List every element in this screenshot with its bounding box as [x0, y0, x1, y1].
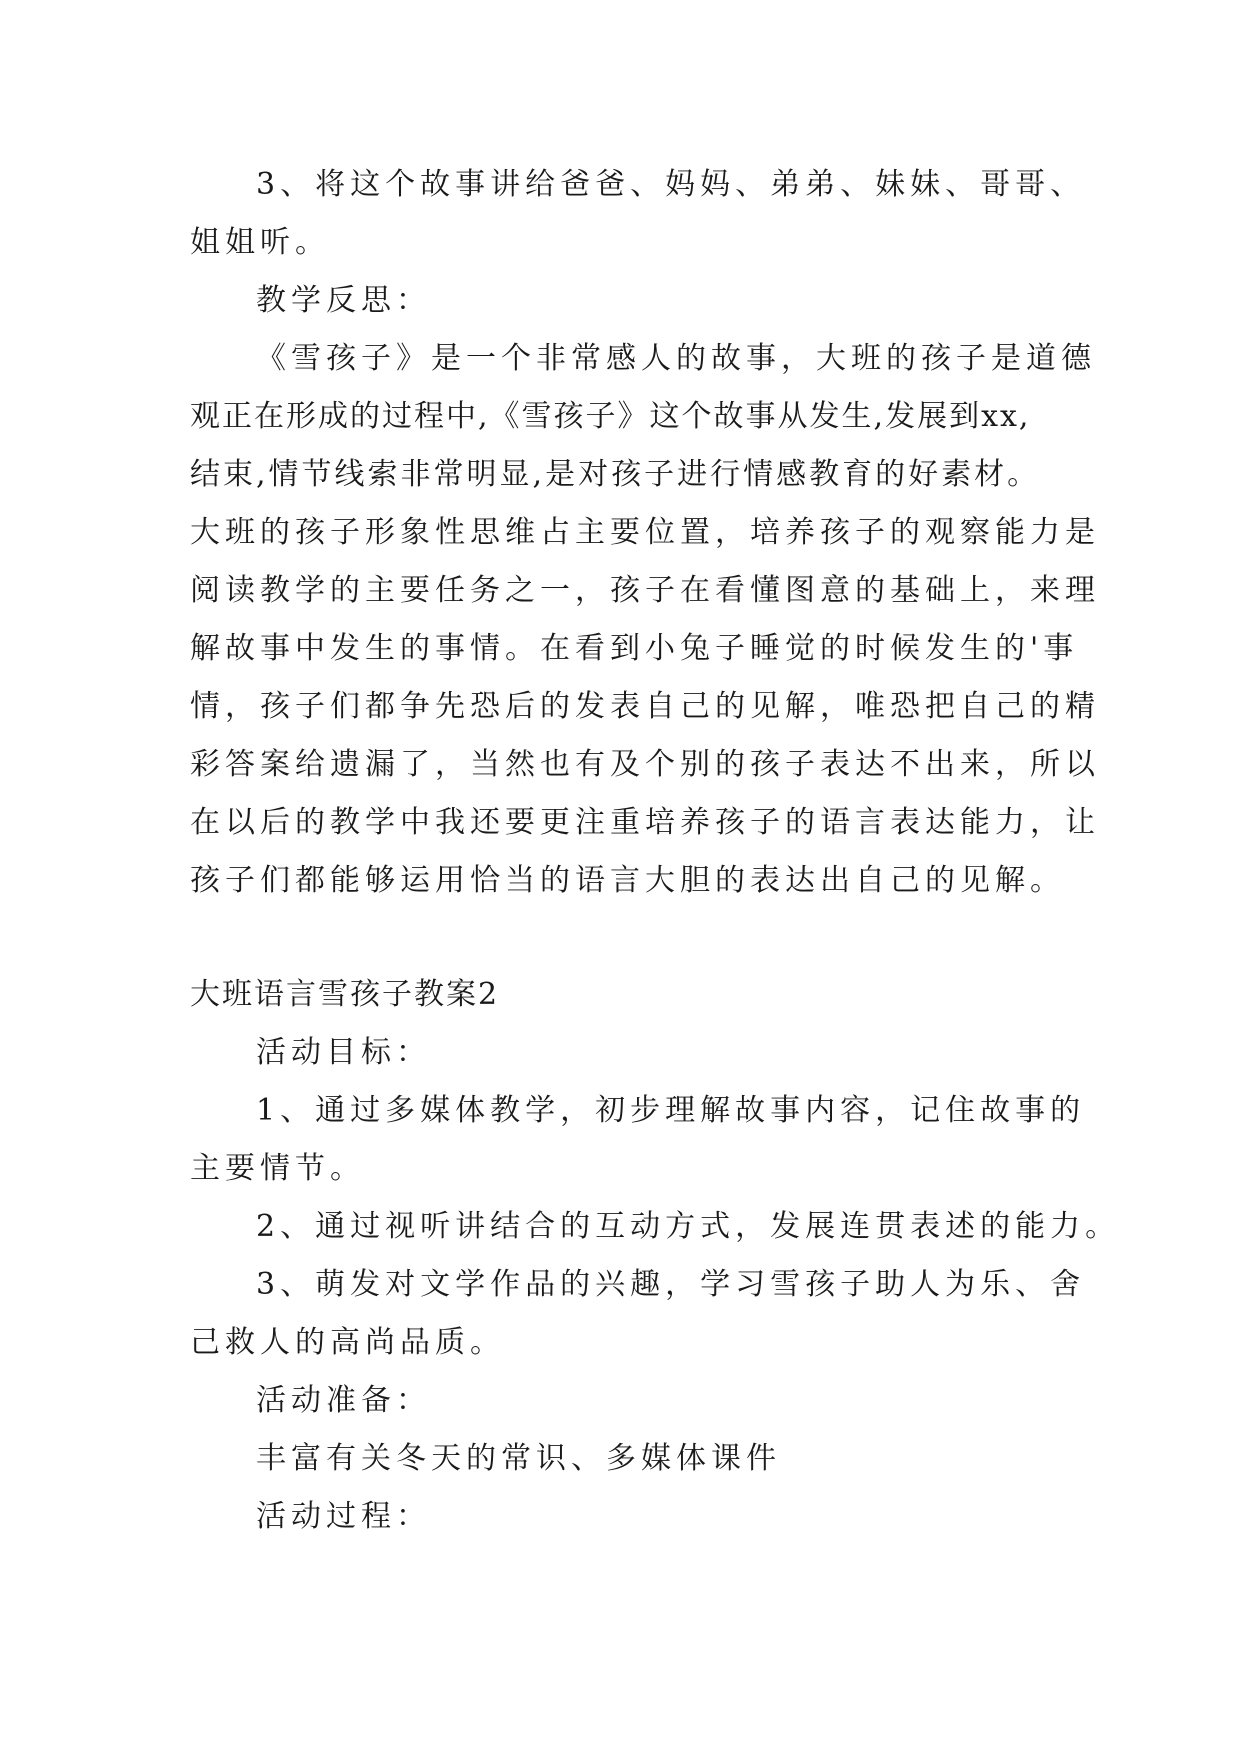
section-label-reflection: 教学反思： [256, 283, 431, 318]
text-line: 《雪孩子》是一个非常感人的故事，大班的孩子是道德 [256, 341, 1096, 376]
text-line: 3、萌发对文学作品的兴趣，学习雪孩子助人为乐、舍 [256, 1267, 1086, 1302]
text-line: 姐姐听。 [190, 225, 330, 260]
section-label-preparation: 活动准备： [256, 1383, 431, 1418]
text-line: 大班的孩子形象性思维占主要位置，培养孩子的观察能力是 [190, 515, 1100, 550]
text-line: 1、通过多媒体教学，初步理解故事内容，记住故事的 [256, 1093, 1086, 1128]
text-line: 主要情节。 [190, 1151, 365, 1186]
text-line: 情，孩子们都争先恐后的发表自己的见解，唯恐把自己的精 [190, 689, 1100, 724]
section-label-process: 活动过程： [256, 1499, 431, 1534]
text-line: 解故事中发生的事情。在看到小兔子睡觉的时候发生的'事 [190, 631, 1079, 666]
text-line: 观正在形成的过程中,《雪孩子》这个故事从发生,发展到xx, [190, 399, 1031, 434]
text-line: 彩答案给遗漏了，当然也有及个别的孩子表达不出来，所以 [190, 747, 1100, 782]
section-label-goals: 活动目标： [256, 1035, 431, 1070]
text-line: 阅读教学的主要任务之一，孩子在看懂图意的基础上，来理 [190, 573, 1100, 608]
text-line: 孩子们都能够运用恰当的语言大胆的表达出自己的见解。 [190, 863, 1065, 898]
text-line: 丰富有关冬天的常识、多媒体课件 [256, 1441, 781, 1476]
text-line: 结束,情节线索非常明显,是对孩子进行情感教育的好素材。 [190, 457, 1041, 492]
text-line: 2、通过视听讲结合的互动方式，发展连贯表述的能力。 [256, 1209, 1121, 1244]
text-line: 己救人的高尚品质。 [190, 1325, 505, 1360]
text-line: 3、将这个故事讲给爸爸、妈妈、弟弟、妹妹、哥哥、 [256, 167, 1086, 202]
text-line: 在以后的教学中我还要更注重培养孩子的语言表达能力，让 [190, 805, 1100, 840]
section-heading: 大班语言雪孩子教案2 [190, 977, 500, 1012]
